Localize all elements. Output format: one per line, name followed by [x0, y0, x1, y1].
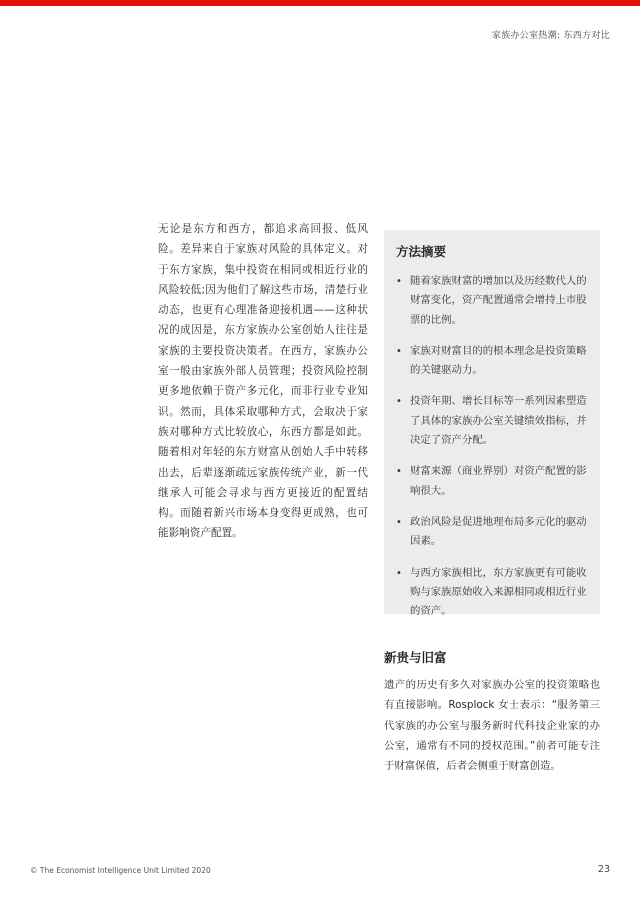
summary-box: [384, 230, 600, 618]
bullet-icon: •: [396, 567, 402, 579]
section-title: 新贵与旧富: [384, 650, 447, 665]
bullet-icon: •: [396, 516, 402, 528]
bullet-icon: •: [396, 466, 402, 478]
page-number: 23: [597, 864, 610, 875]
summary-item: • 财富来源（商业界别）对资产配置的影响很大。: [396, 462, 588, 501]
main-body-text: 无论是东方和西方，都追求高回报、低风险。差异来自于家族对风险的具体定义。对于东方家族，集中投资在相同或相近行业的风险较低;因为他们了解这些市场，清楚行业动态，也更有心理准备迎接机遇——这种状况的成因是，东方家族办公室创始人往往是家族的主要投资决策者。在西方，家族办公室一般由家族外部人员管理；投资风险控制更多地依赖于资产多元化，而非行业专业知识。然而，具体采取哪种方式，会取决于家族对哪种方式比较放心，东西方都是如此。随着相对年轻的东方财富从创始人手中转移出去，后辈逐渐疏远家族传统产业，新一代继承人可能会寻求与西方更接近的配置结构。而随着新兴市场本身变得更成熟，也可能影响资产配置。: [158, 223, 368, 540]
summary-title: 方法摘要: [396, 244, 447, 259]
summary-item: • 随着家族财富的增加以及历经数代人的财富变化，资产配置通常会增持上市股票的比例。: [396, 272, 588, 330]
footer-copyright: © The Economist Intelligence Unit Limited 2020: [30, 866, 211, 875]
section-body-text: 遗产的历史有多久对家族办公室的投资策略也有直接影响。Rosplock 女士表示：“服务第三代家族的办公室与服务新时代科技企业家的办公室，通常有不同的授权范围。”前者可能专注于财富保值，后者会侧重于财富创造。: [384, 679, 600, 773]
top-accent-bar: [0, 0, 640, 6]
bullet-icon: •: [396, 276, 402, 287]
bullet-icon: •: [396, 345, 402, 357]
summary-item: • 家族对财富目的的根本理念是投资策略的关键驱动力。: [396, 342, 588, 381]
running-header: 家族办公室热潮: 东西方对比: [491, 31, 610, 41]
summary-item: • 与西方家族相比，东方家族更有可能收购与家族原始收入来源相同或相近行业的资产。: [396, 564, 588, 622]
summary-item: • 政治风险是促进地理布局多元化的驱动因素。: [396, 513, 588, 552]
bullet-icon: •: [396, 396, 402, 408]
summary-list: [396, 272, 588, 621]
summary-item: • 投资年期、增长目标等一系列因素塑造了具体的家族办公室关键绩效指标，并决定了资产分配。: [396, 392, 588, 450]
